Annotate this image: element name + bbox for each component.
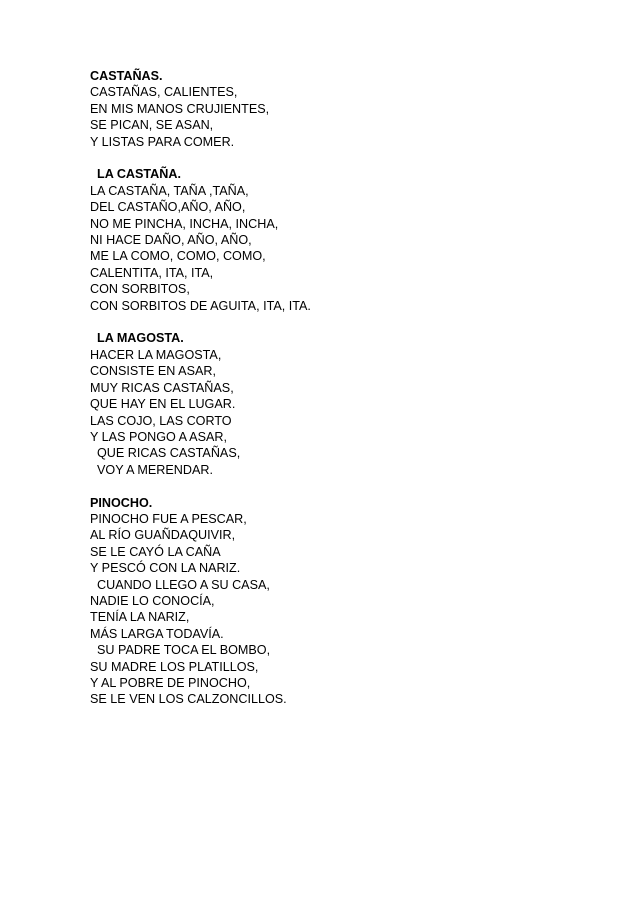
poem-line: SE LE VEN LOS CALZONCILLOS. <box>90 692 287 707</box>
poem-line: Y PESCÓ CON LA NARIZ. <box>90 561 241 576</box>
poem-line: Y LAS PONGO A ASAR, <box>90 429 227 444</box>
poem-pinocho <box>90 495 311 708</box>
poem-line: CON SORBITOS DE AGUITA, ITA, ITA. <box>90 298 311 313</box>
poem-line: SE PICAN, SE ASAN, <box>90 118 214 133</box>
poem-line: DEL CASTAÑO,AÑO, AÑO, <box>90 200 246 215</box>
poem-line: LAS COJO, LAS CORTO <box>90 413 232 428</box>
poem-line: CONSISTE EN ASAR, <box>90 364 216 379</box>
poem-line: LA CASTAÑA, TAÑA ,TAÑA, <box>90 183 249 198</box>
poem-line: MÁS LARGA TODAVÍA. <box>90 626 224 641</box>
poem-line: Y LISTAS PARA COMER. <box>90 134 235 149</box>
poem-title: LA CASTAÑA. <box>90 167 181 182</box>
poem-line: NO ME PINCHA, INCHA, INCHA, <box>90 216 279 231</box>
poem-line: CUANDO LLEGO A SU CASA, <box>90 577 270 592</box>
poem-collection <box>90 68 311 724</box>
poem-line: ME LA COMO, COMO, COMO, <box>90 249 266 264</box>
poem-line: CON SORBITOS, <box>90 282 190 297</box>
poem-title: PINOCHO. <box>90 495 153 510</box>
poem-line: PINOCHO FUE A PESCAR, <box>90 511 247 526</box>
poem-line: VOY A MERENDAR. <box>90 462 213 477</box>
poem-line: HACER LA MAGOSTA, <box>90 347 222 362</box>
poem-line: SE LE CAYÓ LA CAÑA <box>90 544 221 559</box>
poem-title: LA MAGOSTA. <box>90 331 184 346</box>
poem-line: CASTAÑAS, CALIENTES, <box>90 85 238 100</box>
poem-line: EN MIS MANOS CRUJIENTES, <box>90 101 270 116</box>
poem-line: Y AL POBRE DE PINOCHO, <box>90 675 251 690</box>
poem-line: MUY RICAS CASTAÑAS, <box>90 380 234 395</box>
poem-castanas <box>90 68 311 150</box>
poem-line: SU MADRE LOS PLATILLOS, <box>90 659 259 674</box>
poem-line: QUE HAY EN EL LUGAR. <box>90 397 236 412</box>
poem-line: NADIE LO CONOCÍA, <box>90 593 215 608</box>
poem-la-castana <box>90 166 311 314</box>
poem-line: SU PADRE TOCA EL BOMBO, <box>90 643 271 658</box>
poem-line: CALENTITA, ITA, ITA, <box>90 265 214 280</box>
poem-la-magosta <box>90 330 311 478</box>
poem-line: NI HACE DAÑO, AÑO, AÑO, <box>90 233 252 248</box>
poem-line: AL RÍO GUAÑDAQUIVIR, <box>90 528 236 543</box>
poem-title: CASTAÑAS. <box>90 69 163 83</box>
poem-line: QUE RICAS CASTAÑAS, <box>90 446 241 461</box>
poem-line: TENÍA LA NARIZ, <box>90 610 190 625</box>
